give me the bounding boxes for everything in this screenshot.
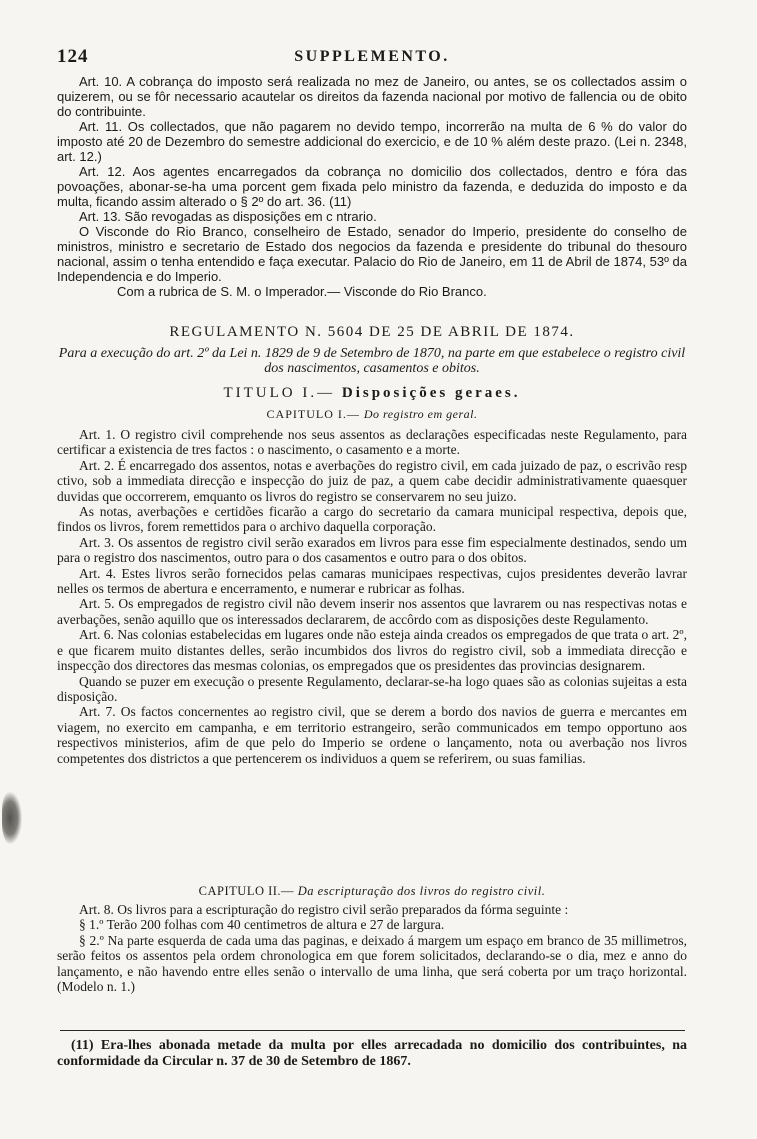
- chapter-2-prefix: CAPITULO II.—: [198, 884, 295, 898]
- titulo-text: Disposições geraes.: [341, 385, 521, 401]
- paragraph: Art. 7. Os factos concernentes ao registro civil, que se derem a bordo dos navios de guerra e mercantes em viagem, no exercito em campanha, e em territorio estrangeiro, serão communicados em tempo opportuno aos respectivos ministerios, afim de que pelo do Imperio se ordene o lançamento, nota ou averbação nos livros competentes dos districtos a que pertencerem os individuos a quem se referirem, ou suas familias.: [57, 704, 687, 766]
- footnote-text: (11) Era-lhes abonada metade da multa por elles arrecadada no domicilio dos contribuintes, na conformidade da Circular n. 37 de 30 de Setembro de 1867.: [57, 1038, 687, 1069]
- page-number: 124: [57, 46, 89, 67]
- paragraph: Art. 4. Estes livros serão fornecidos pelas camaras municipaes respectivas, cujos presidentes deverão lavrar nelles os termos de abertura e encerramento, e numerar e rubricar as folhas.: [57, 565, 687, 597]
- paragraph: Art. 5. Os empregados de registro civil não devem inserir nos assentos que lavrarem ou nas respectivas notas e averbações, senão aquillo que os interessados declararem, de accôrdo com as disposições deste Regulamento.: [57, 596, 687, 627]
- margin-blot-icon: [2, 792, 22, 844]
- page-header: [57, 46, 687, 68]
- paragraph: Art. 1. O registro civil comprehende nos seus assentos as declarações especificadas neste Regulamento, para certificar a existencia de tres factos : o nascimento, o casamento e a morte.: [57, 427, 687, 458]
- chapter-1-title: Do registro em geral.: [363, 407, 478, 421]
- regulation-title: REGULAMENTO N. 5604 DE 25 DE ABRIL DE 1874.: [169, 324, 575, 340]
- paragraph: Art. 6. Nas colonias estabelecidas em lugares onde não esteja ainda creados os empregados de que trata o art. 2º, e que ficarem muito distantes delles, serão incumbidos dos livros do registro civil, sob a immediata direcção e inspecção dos directores das mesmas colonias, os empregados que os presidentes das provincias designarem.: [57, 627, 687, 674]
- chapter-2-heading: [57, 884, 687, 899]
- paragraph: Art. 10. A cobrança do imposto será realizada no mez de Janeiro, ou antes, se os collectados assim o quizerem, ou se fôr necessario acautelar os direitos da fazenda nacional por motivo de fallencia ou de obito do contribuinte.: [57, 74, 687, 119]
- paragraph: § 2.º Na parte esquerda de cada uma das paginas, e deixado á margem um espaço em branco de 35 millimetros, serão feitos os assentos pela ordem chronologica em que forem solicitados, declarando-se o dia, mez e anno do lançamento, e não havendo entre elles senão o intervallo de uma linha, que será coberta por um traço horizontal. (Modelo n. 1.): [57, 932, 687, 995]
- paragraph: Quando se puzer em execução o presente Regulamento, declarar-se-ha logo quaes são as colonias sujeitas a esta disposição.: [57, 673, 687, 704]
- chapter-1-heading: [57, 407, 687, 422]
- titulo-prefix: TITULO I.—: [223, 385, 336, 401]
- running-head: SUPPLEMENTO.: [294, 48, 450, 65]
- footnote: [57, 1038, 687, 1070]
- paragraph: Art. 8. Os livros para a escripturação do registro civil serão preparados da fórma seguinte :: [79, 902, 569, 917]
- signature-line: Com a rubrica de S. M. o Imperador.— Visconde do Rio Branco.: [117, 284, 487, 299]
- paragraph: Art. 11. Os collectados, que não pagarem no devido tempo, incorrerão na multa de 6 % do valor do imposto até 20 de Dezembro do semestre addicional do exercicio, e de 10 % além deste prazo. (Lei n. 2348, art. 12.): [57, 119, 687, 164]
- paragraph: Art. 2. É encarregado dos assentos, notas e averbações do registro civil, em cada juizado de paz, o escrivão resp ctivo, sob a immediata direcção e inspecção do juiz de paz, a quem cabe decidir administrativamente quaesquer duvidas que occorrerem, emquanto os livros do registro se conservarem no seu juizo.: [57, 457, 687, 504]
- titulo-heading: [57, 385, 687, 402]
- paragraph: Art. 12. Aos agentes encarregados da cobrança no domicilio dos collectados, dentro e fóra das povoações, abonar-se-ha uma porcent gem fixada pelo ministro da fazenda, e deduzida do imposto e da multa, ficando assim alterado o § 2º do art. 36. (11): [57, 164, 687, 209]
- chapter-1-prefix: CAPITULO I.—: [266, 407, 360, 421]
- paragraph: Art. 13. São revogadas as disposições em c ntrario.: [79, 209, 377, 224]
- paragraph: As notas, averbações e certidões ficarão a cargo do secretario da camara municipal respectiva, depois que, findos os livros, forem remettidos para o archivo daquella corporação.: [57, 504, 687, 535]
- paragraph: O Visconde do Rio Branco, conselheiro de Estado, senador do Imperio, presidente do conselho de ministros, ministro e secretario de Estado dos negocios da fazenda e presidente do tribunal do thesouro nacional, assim o tenha entendido e faça executar. Palacio do Rio de Janeiro, em 11 de Abril de 1874, 53º da Independencia e do Imperio.: [57, 224, 687, 284]
- paragraph: Art. 3. Os assentos de registro civil serão exarados em livros para esse fim especialmente destinados, sendo um para o registro dos nascimentos, outro para o dos casamentos e outro para o dos obitos.: [57, 534, 687, 566]
- chapter-2-text: [57, 902, 687, 994]
- footnote-divider: [60, 1030, 685, 1031]
- chapter-1-text: [57, 427, 687, 766]
- paragraph: § 1.º Terão 200 folhas com 40 centimetros de altura e 27 de largura.: [79, 917, 445, 933]
- decree-text: [57, 74, 687, 299]
- regulation-subtitle: Para a execução do art. 2º da Lei n. 1829 de 9 de Setembro de 1870, na parte em que estabelece o registro civil dos nascimentos, casamentos e obitos.: [58, 346, 686, 376]
- chapter-2-title: Da escripturação dos livros do registro civil.: [297, 884, 546, 898]
